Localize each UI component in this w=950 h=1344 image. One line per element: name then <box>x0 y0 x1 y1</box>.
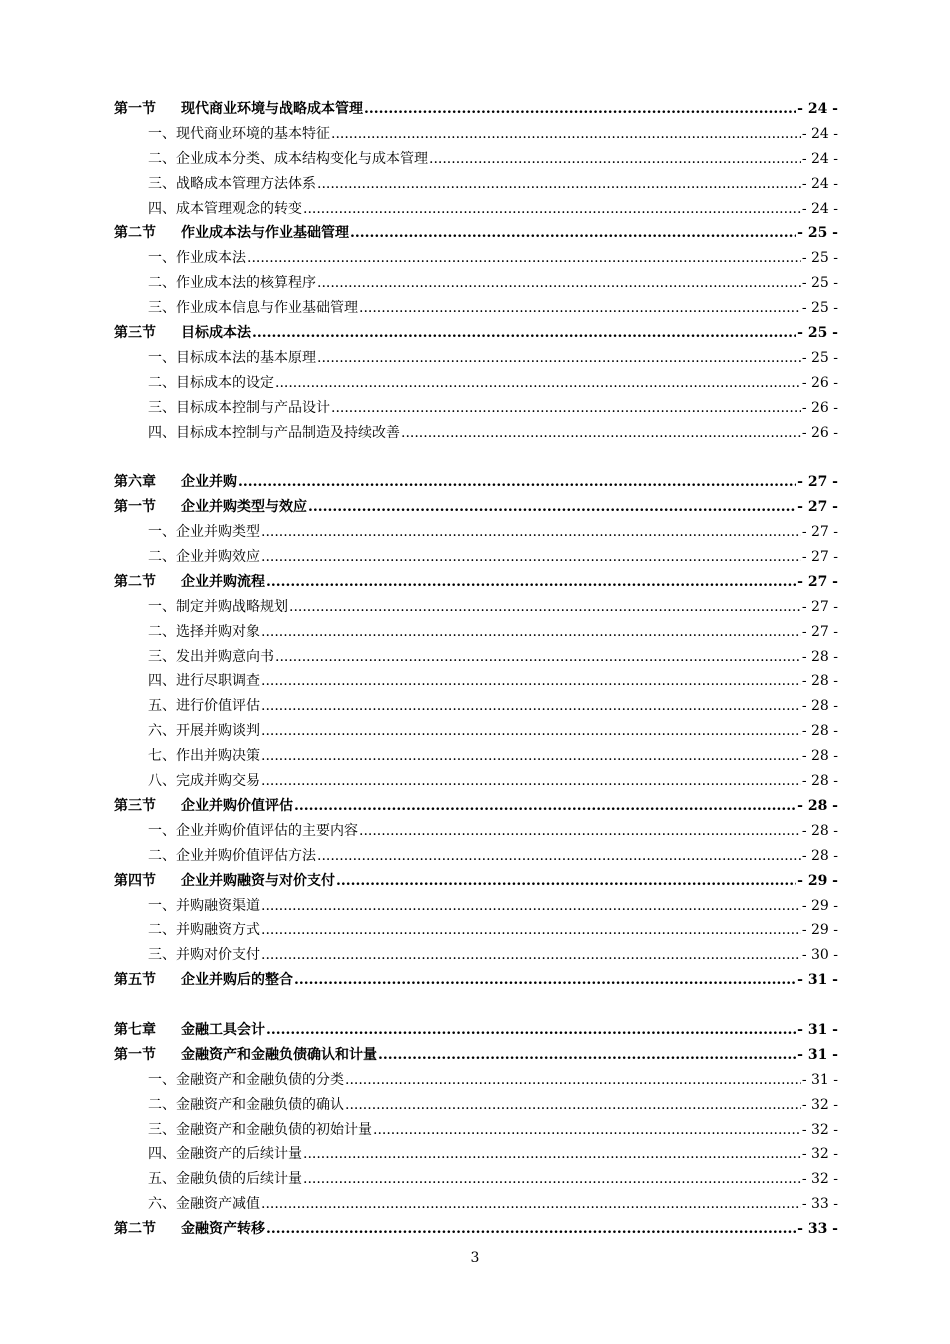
toc-entry-number: 五、 <box>148 698 176 715</box>
toc-subsection-entry[interactable] <box>114 346 838 371</box>
toc-subsection-entry[interactable] <box>114 620 838 645</box>
toc-entry-title: 企业并购类型与效应 <box>181 499 307 516</box>
toc-entry-number: 三、 <box>148 399 176 416</box>
toc-dot-leader <box>336 869 796 894</box>
toc-section-entry[interactable] <box>114 221 838 246</box>
toc-subsection-entry[interactable] <box>114 595 838 620</box>
toc-entry-number: 第一节 <box>114 1046 156 1063</box>
toc-entry-title: 进行价值评估 <box>176 698 260 715</box>
toc-subsection-entry[interactable] <box>114 246 838 271</box>
toc-chapter-entry[interactable] <box>114 1018 838 1043</box>
toc-dot-leader <box>331 122 801 147</box>
toc-subsection-entry[interactable] <box>114 819 838 844</box>
toc-dot-leader <box>238 470 796 495</box>
toc-entry-title: 作出并购决策 <box>176 748 260 765</box>
toc-entry-page: - 27 - <box>801 598 838 615</box>
toc-entry-number: 第三节 <box>114 325 156 342</box>
toc-entry-title: 目标成本控制与产品制造及持续改善 <box>176 424 400 441</box>
toc-entry-number: 二、 <box>148 847 176 864</box>
toc-dot-leader <box>359 819 801 844</box>
toc-entry-title: 企业并购价值评估的主要内容 <box>176 822 358 839</box>
toc-entry-title: 企业并购后的整合 <box>181 972 293 989</box>
toc-entry-title: 现代商业环境与战略成本管理 <box>181 101 363 117</box>
toc-entry-title: 金融资产的后续计量 <box>176 1146 302 1163</box>
toc-dot-leader <box>261 769 801 794</box>
toc-entry-page: - 24 - <box>797 101 838 117</box>
toc-subsection-entry[interactable] <box>114 197 838 222</box>
toc-entry-number: 三、 <box>148 648 176 665</box>
toc-subsection-entry[interactable] <box>114 296 838 321</box>
toc-entry-page: - 24 - <box>801 125 838 142</box>
toc-entry-page: - 25 - <box>797 325 838 342</box>
toc-dot-leader <box>345 1093 801 1118</box>
toc-entry-page: - 27 - <box>797 573 838 590</box>
toc-dot-leader <box>261 620 801 645</box>
toc-entry-title: 金融资产和金融负债的确认 <box>176 1096 344 1113</box>
toc-entry-title: 金融资产转移 <box>181 1221 265 1238</box>
toc-entry-page: - 26 - <box>801 399 838 416</box>
toc-dot-leader <box>373 1118 801 1143</box>
toc-dot-leader <box>317 346 801 371</box>
toc-entry-title: 企业并购效应 <box>176 549 260 566</box>
toc-dot-leader <box>303 1167 801 1192</box>
toc-spacer <box>114 445 838 470</box>
toc-entry-number: 第四节 <box>114 872 156 889</box>
toc-entry-number: 二、 <box>148 1096 176 1113</box>
toc-entry-page: - 30 - <box>801 947 838 964</box>
toc-entry-number: 一、 <box>148 524 176 541</box>
toc-entry-number: 二、 <box>148 549 176 566</box>
toc-dot-leader <box>261 694 801 719</box>
toc-entry-page: - 24 - <box>801 200 838 217</box>
toc-dot-leader <box>275 645 801 670</box>
toc-entry-number: 一、 <box>148 897 176 914</box>
toc-entry-page: - 24 - <box>801 150 838 167</box>
toc-entry-page: - 27 - <box>801 623 838 640</box>
toc-entry-page: - 24 - <box>801 175 838 192</box>
toc-dot-leader <box>429 147 801 172</box>
toc-dot-leader <box>266 1018 796 1043</box>
toc-entry-number: 四、 <box>148 424 176 441</box>
toc-entry-number: 第一节 <box>114 499 156 516</box>
toc-subsection-entry[interactable] <box>114 1068 838 1093</box>
toc-subsection-entry[interactable] <box>114 122 838 147</box>
toc-entry-title: 作业成本信息与作业基础管理 <box>176 300 358 317</box>
toc-section-entry[interactable] <box>114 968 838 993</box>
toc-entry-title: 并购融资方式 <box>176 922 260 939</box>
toc-entry-number: 一、 <box>148 250 176 267</box>
toc-entry-title: 金融负债的后续计量 <box>176 1171 302 1188</box>
toc-section-entry[interactable] <box>114 570 838 595</box>
toc-entry-number: 七、 <box>148 748 176 765</box>
toc-entry-title: 开展并购谈判 <box>176 723 260 740</box>
toc-entry-number: 第一节 <box>114 101 156 117</box>
toc-entry-title: 作业成本法 <box>176 250 246 267</box>
toc-entry-page: - 29 - <box>801 897 838 914</box>
toc-subsection-entry[interactable] <box>114 744 838 769</box>
toc-entry-title: 目标成本的设定 <box>176 374 274 391</box>
toc-subsection-entry[interactable] <box>114 147 838 172</box>
toc-entry-number: 第二节 <box>114 225 156 242</box>
toc-entry-page: - 25 - <box>801 250 838 267</box>
toc-dot-leader <box>261 545 801 570</box>
toc-entry-title: 完成并购交易 <box>176 773 260 790</box>
toc-entry-number: 四、 <box>148 1146 176 1163</box>
toc-entry-page: - 25 - <box>801 349 838 366</box>
toc-entry-page: - 28 - <box>801 748 838 765</box>
toc-subsection-entry[interactable] <box>114 918 838 943</box>
toc-entry-number: 二、 <box>148 150 176 167</box>
toc-dot-leader <box>261 520 801 545</box>
toc-subsection-entry[interactable] <box>114 421 838 446</box>
toc-entry-page: - 27 - <box>801 524 838 541</box>
toc-entry-page: - 33 - <box>797 1221 838 1238</box>
toc-entry-title: 企业并购 <box>181 474 237 491</box>
toc-dot-leader <box>331 396 801 421</box>
toc-entry-number: 六、 <box>148 723 176 740</box>
toc-dot-leader <box>317 172 801 197</box>
toc-subsection-entry[interactable] <box>114 271 838 296</box>
toc-subsection-entry[interactable] <box>114 694 838 719</box>
toc-dot-leader <box>261 894 801 919</box>
toc-dot-leader <box>261 744 801 769</box>
toc-subsection-entry[interactable] <box>114 645 838 670</box>
toc-section-entry[interactable] <box>114 794 838 819</box>
toc-section-entry[interactable] <box>114 1043 838 1068</box>
toc-entry-page: - 33 - <box>801 1196 838 1213</box>
toc-dot-leader <box>303 197 801 222</box>
toc-subsection-entry[interactable] <box>114 172 838 197</box>
toc-entry-title: 金融资产和金融负债的分类 <box>176 1071 344 1088</box>
toc-dot-leader <box>266 1217 796 1242</box>
toc-subsection-entry[interactable] <box>114 844 838 869</box>
toc-entry-number: 第二节 <box>114 573 156 590</box>
toc-entry-title: 发出并购意向书 <box>176 648 274 665</box>
toc-entry-page: - 27 - <box>797 499 838 516</box>
toc-entry-title: 企业并购融资与对价支付 <box>181 872 335 889</box>
toc-chapter-entry[interactable] <box>114 470 838 495</box>
toc-dot-leader <box>401 421 801 446</box>
toc-subsection-entry[interactable] <box>114 1142 838 1167</box>
toc-entry-page: - 26 - <box>801 424 838 441</box>
toc-entry-number: 三、 <box>148 175 176 192</box>
toc-entry-number: 五、 <box>148 1171 176 1188</box>
toc-entry-title: 选择并购对象 <box>176 623 260 640</box>
toc-entry-number: 第六章 <box>114 474 156 491</box>
toc-entry-page: - 31 - <box>797 1021 838 1038</box>
toc-entry-page: - 28 - <box>797 797 838 814</box>
toc-entry-page: - 28 - <box>801 847 838 864</box>
toc-subsection-entry[interactable] <box>114 1167 838 1192</box>
toc-entry-number: 八、 <box>148 773 176 790</box>
toc-section-entry[interactable] <box>114 495 838 520</box>
toc-subsection-entry[interactable] <box>114 545 838 570</box>
toc-entry-page: - 31 - <box>801 1071 838 1088</box>
toc-entry-page: - 29 - <box>801 922 838 939</box>
toc-entry-number: 四、 <box>148 673 176 690</box>
toc-entry-title: 企业并购价值评估 <box>181 797 293 814</box>
toc-entry-title: 作业成本法的核算程序 <box>176 275 316 292</box>
page-number: 3 <box>470 1250 480 1266</box>
toc-entry-page: - 28 - <box>801 673 838 690</box>
toc-dot-leader <box>378 1043 796 1068</box>
toc-entry-number: 一、 <box>148 822 176 839</box>
toc-dot-leader <box>294 794 796 819</box>
toc-dot-leader <box>317 271 801 296</box>
toc-subsection-entry[interactable] <box>114 371 838 396</box>
toc-entry-page: - 32 - <box>801 1121 838 1138</box>
toc-entry-page: - 31 - <box>797 1046 838 1063</box>
toc-entry-number: 一、 <box>148 125 176 142</box>
toc-entry-number: 二、 <box>148 374 176 391</box>
toc-subsection-entry[interactable] <box>114 1093 838 1118</box>
toc-entry-page: - 32 - <box>801 1171 838 1188</box>
toc-entry-number: 四、 <box>148 200 176 217</box>
toc-dot-leader <box>261 943 801 968</box>
toc-entry-title: 金融资产和金融负债确认和计量 <box>181 1046 377 1063</box>
toc-subsection-entry[interactable] <box>114 669 838 694</box>
toc-dot-leader <box>294 968 796 993</box>
toc-section-entry[interactable] <box>114 97 838 122</box>
toc-dot-leader <box>261 918 801 943</box>
toc-entry-number: 三、 <box>148 1121 176 1138</box>
toc-section-entry[interactable] <box>114 1217 838 1242</box>
toc-subsection-entry[interactable] <box>114 769 838 794</box>
toc-entry-title: 作业成本法与作业基础管理 <box>181 225 349 242</box>
toc-entry-page: - 32 - <box>801 1096 838 1113</box>
toc-subsection-entry[interactable] <box>114 719 838 744</box>
toc-entry-page: - 27 - <box>801 549 838 566</box>
toc-entry-page: - 32 - <box>801 1146 838 1163</box>
toc-entry-number: 一、 <box>148 1071 176 1088</box>
toc-entry-title: 并购融资渠道 <box>176 897 260 914</box>
toc-entry-number: 第三节 <box>114 797 156 814</box>
toc-entry-page: - 26 - <box>801 374 838 391</box>
toc-dot-leader <box>261 719 801 744</box>
toc-dot-leader <box>275 371 801 396</box>
toc-entry-page: - 27 - <box>797 474 838 491</box>
toc-subsection-entry[interactable] <box>114 943 838 968</box>
toc-entry-page: - 25 - <box>797 225 838 242</box>
toc-section-entry[interactable] <box>114 869 838 894</box>
toc-dot-leader <box>359 296 801 321</box>
toc-entry-page: - 25 - <box>801 300 838 317</box>
toc-entry-number: 第二节 <box>114 1221 156 1238</box>
toc-dot-leader <box>289 595 801 620</box>
toc-entry-title: 目标成本控制与产品设计 <box>176 399 330 416</box>
toc-entry-number: 第七章 <box>114 1021 156 1038</box>
toc-entry-title: 制定并购战略规划 <box>176 598 288 615</box>
toc-entry-title: 目标成本法 <box>181 325 251 342</box>
toc-dot-leader <box>261 1192 801 1217</box>
toc-entry-number: 二、 <box>148 623 176 640</box>
toc-dot-leader <box>303 1142 801 1167</box>
toc-entry-number: 一、 <box>148 598 176 615</box>
toc-dot-leader <box>350 221 796 246</box>
toc-entry-title: 进行尽职调查 <box>176 673 260 690</box>
toc-entry-number: 第五节 <box>114 972 156 989</box>
toc-entry-page: - 29 - <box>797 872 838 889</box>
toc-entry-page: - 25 - <box>801 275 838 292</box>
toc-entry-title: 战略成本管理方法体系 <box>176 175 316 192</box>
toc-section-entry[interactable] <box>114 321 838 346</box>
toc-entry-page: - 28 - <box>801 773 838 790</box>
toc-entry-number: 二、 <box>148 922 176 939</box>
toc-dot-leader <box>364 97 796 122</box>
toc-entry-title: 金融资产和金融负债的初始计量 <box>176 1121 372 1138</box>
toc-entry-page: - 28 - <box>801 648 838 665</box>
toc-dot-leader <box>247 246 801 271</box>
toc-entry-number: 六、 <box>148 1196 176 1213</box>
toc-entry-title: 企业并购价值评估方法 <box>176 847 316 864</box>
toc-subsection-entry[interactable] <box>114 1192 838 1217</box>
toc-entry-page: - 28 - <box>801 822 838 839</box>
toc-entry-title: 并购对价支付 <box>176 947 260 964</box>
toc-entry-title: 金融资产减值 <box>176 1196 260 1213</box>
toc-entry-page: - 28 - <box>801 723 838 740</box>
toc-subsection-entry[interactable] <box>114 894 838 919</box>
toc-entry-page: - 28 - <box>801 698 838 715</box>
toc-dot-leader <box>345 1068 801 1093</box>
toc-entry-title: 金融工具会计 <box>181 1021 265 1038</box>
toc-dot-leader <box>252 321 796 346</box>
toc-entry-title: 成本管理观念的转变 <box>176 200 302 217</box>
toc-entry-title: 目标成本法的基本原理 <box>176 349 316 366</box>
toc-entry-number: 二、 <box>148 275 176 292</box>
toc-entry-number: 一、 <box>148 349 176 366</box>
toc-entry-title: 企业成本分类、成本结构变化与成本管理 <box>176 150 428 167</box>
toc-subsection-entry[interactable] <box>114 520 838 545</box>
toc-entry-page: - 31 - <box>797 972 838 989</box>
toc-dot-leader <box>261 669 801 694</box>
toc-dot-leader <box>266 570 796 595</box>
toc-entry-number: 三、 <box>148 300 176 317</box>
toc-entry-title: 现代商业环境的基本特征 <box>176 125 330 142</box>
toc-dot-leader <box>317 844 801 869</box>
toc-spacer <box>114 993 838 1018</box>
toc-entry-number: 三、 <box>148 947 176 964</box>
toc-subsection-entry[interactable] <box>114 1118 838 1143</box>
toc-dot-leader <box>308 495 796 520</box>
toc-entry-title: 企业并购类型 <box>176 524 260 541</box>
toc-entry-title: 企业并购流程 <box>181 573 265 590</box>
toc-subsection-entry[interactable] <box>114 396 838 421</box>
table-of-contents <box>114 97 838 1242</box>
